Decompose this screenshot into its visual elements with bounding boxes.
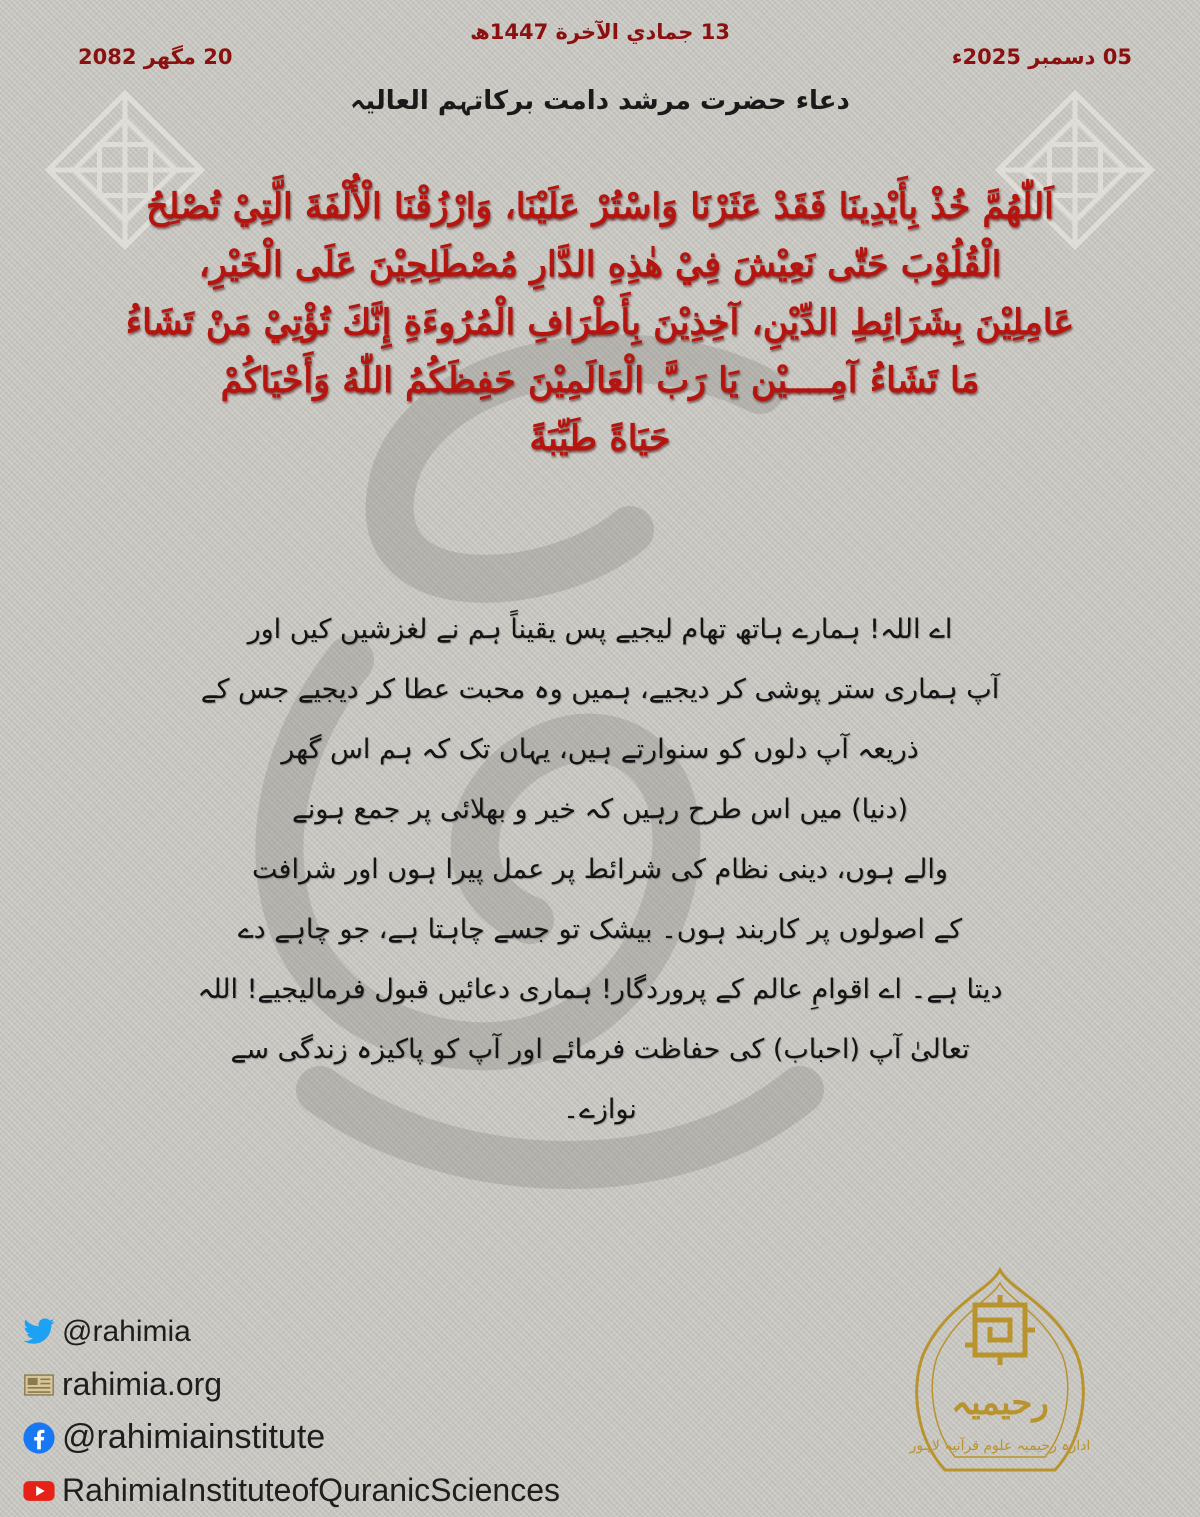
arabic-line: عَامِلِيْنَ بِشَرَائِطِ الدِّيْنِ، آخِذِيْنَ بِأَطْرَافِ الْمُرُوءَةِ إِنَّكَ تُؤْتِيْ مَنْ تَشَاءُ	[125, 302, 1075, 343]
gregorian-date: 05 دسمبر 2025ء	[951, 45, 1132, 69]
urdu-translation	[190, 600, 1010, 1140]
arabic-line: اَللّٰهُمَّ خُذْ بِأَيْدِينَا فَقَدْ عَثَرْنَا وَاسْتُرْ عَلَيْنَا، وَارْزُقْنَا الْأُلْفَةَ الَّتِيْ تُصْلِحُ	[146, 186, 1054, 227]
website-url: rahimia.org	[62, 1366, 223, 1402]
page-title: دعاء حضرت مرشد دامت برکاتہم العالیہ	[350, 86, 850, 116]
social-links	[22, 1305, 560, 1517]
twitter-handle: @rahimia	[62, 1314, 191, 1348]
twitter-icon	[22, 1315, 56, 1349]
bikrami-date: 20 مگھر 2082	[78, 45, 233, 69]
arabic-line: الْقُلُوْبَ حَتّٰى نَعِيْشَ فِيْ هٰذِهِ الدَّارِ مُصْطَلِحِيْنَ عَلَى الْخَيْرِ،	[198, 244, 1002, 285]
facebook-icon	[22, 1421, 56, 1455]
urdu-line: ذریعہ آپ دلوں کو سنوارتے ہیں، یہاں تک کہ ہم اس گھر	[281, 734, 919, 765]
website-link[interactable]	[22, 1358, 560, 1411]
urdu-line: آپ ہماری ستر پوشی کر دیجیے، ہمیں وہ محبت عطا کر دیجیے جس کے	[200, 674, 1000, 705]
arabic-dua	[85, 178, 1115, 468]
urdu-line: اے اللہ! ہمارے ہاتھ تھام لیجیے پس یقیناً ہم نے لغزشیں کیں اور	[247, 614, 953, 645]
twitter-link[interactable]	[22, 1305, 560, 1358]
urdu-line: تعالیٰ آپ (احباب) کی حفاظت فرمائے اور آپ کو پاکیزہ زندگی سے	[230, 1034, 970, 1065]
hijri-date: 13 جمادي الآخرة 1447ھ	[470, 20, 730, 44]
institute-logo	[905, 1265, 1095, 1490]
logo-name: رحیمیہ	[951, 1383, 1049, 1423]
urdu-line: کے اصولوں پر کاربند ہوں۔ بیشک تو جسے چاہتا ہے، جو چاہے دے	[237, 914, 963, 945]
facebook-handle: @rahimiainstitute	[62, 1418, 326, 1456]
arabic-line: حَيَاةً طَيِّبَةً	[529, 418, 671, 459]
youtube-channel: RahimiaInstituteofQuranicSciences	[62, 1472, 561, 1508]
urdu-line: نوازے۔	[563, 1094, 637, 1125]
logo-subtitle: ادارہ رحیمیہ علوم قرآنیہ لاہور	[909, 1438, 1091, 1454]
urdu-line: (دنیا) میں اس طرح رہیں کہ خیر و بھلائی پر جمع ہونے	[291, 794, 909, 825]
arabic-line: مَا تَشَاءُ آمِــــيْن يَا رَبَّ الْعَالَمِيْنَ حَفِظَكُمُ اللّٰهُ وَأَحْيَاكُمْ	[220, 360, 980, 401]
urdu-line: دیتا ہے۔ اے اقوامِ عالم کے پروردگار! ہماری دعائیں قبول فرمالیجیے! اللہ	[197, 974, 1003, 1005]
facebook-link[interactable]	[22, 1411, 560, 1464]
urdu-line: والے ہوں، دینی نظام کی شرائط پر عمل پیرا ہوں اور شرافت	[252, 854, 948, 885]
youtube-icon	[22, 1474, 56, 1508]
web-icon	[22, 1368, 56, 1402]
youtube-link[interactable]	[22, 1464, 560, 1517]
